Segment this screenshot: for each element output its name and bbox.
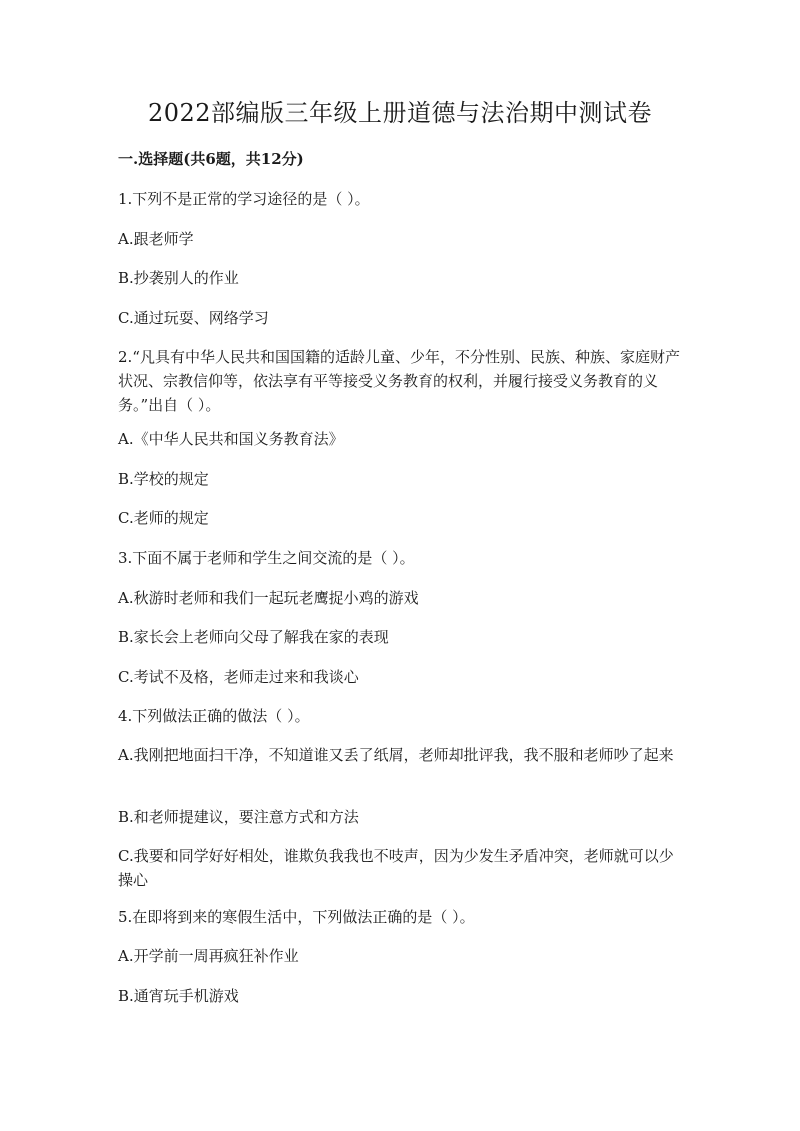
page-title: 2022部编版三年级上册道德与法治期中测试卷 [147, 99, 653, 127]
question-2-option-c: C.老师的规定 [118, 509, 209, 527]
question-3-option-c: C.考试不及格，老师走过来和我谈心 [118, 668, 359, 686]
question-1-option-a: A.跟老师学 [118, 230, 194, 248]
question-1-stem: 1.下列不是正常的学习途径的是（ ）。 [118, 190, 370, 208]
question-5-option-b: B.通宵玩手机游戏 [118, 987, 239, 1005]
question-4-stem: 4.下列做法正确的做法（ ）。 [118, 707, 310, 725]
question-4-option-c: C.我要和同学好好相处，谁欺负我我也不吱声，因为少发生矛盾冲突，老师就可以少操心 [118, 847, 674, 889]
question-3-option-b: B.家长会上老师向父母了解我在家的表现 [118, 628, 389, 646]
question-2-option-b: B.学校的规定 [118, 470, 209, 488]
question-1-option-b: B.抄袭别人的作业 [118, 269, 239, 287]
question-4-option-a: A.我刚把地面扫干净，不知道谁又丢了纸屑，老师却批评我，我不服和老师吵了起来 [118, 746, 674, 764]
question-2-stem: 2.“凡具有中华人民共和国国籍的适龄儿童、少年，不分性别、民族、种族、家庭财产状况、宗教信仰等，依法享有平等接受义务教育的权利，并履行接受义务教育的义务。”出自（ ）。 [118, 348, 680, 414]
question-3-option-a: A.秋游时老师和我们一起玩老鹰捉小鸡的游戏 [118, 589, 419, 607]
question-5-stem: 5.在即将到来的寒假生活中，下列做法正确的是（ ）。 [118, 908, 475, 926]
question-2-option-a: A.《中华人民共和国义务教育法》 [118, 430, 344, 448]
question-5-option-a: A.开学前一周再疯狂补作业 [118, 947, 299, 965]
question-4-option-b: B.和老师提建议，要注意方式和方法 [118, 808, 359, 826]
question-1-option-c: C.通过玩耍、网络学习 [118, 309, 269, 327]
question-3-stem: 3.下面不属于老师和学生之间交流的是（ ）。 [118, 549, 415, 567]
section-heading: 一.选择题(共6题，共12分) [118, 150, 304, 168]
